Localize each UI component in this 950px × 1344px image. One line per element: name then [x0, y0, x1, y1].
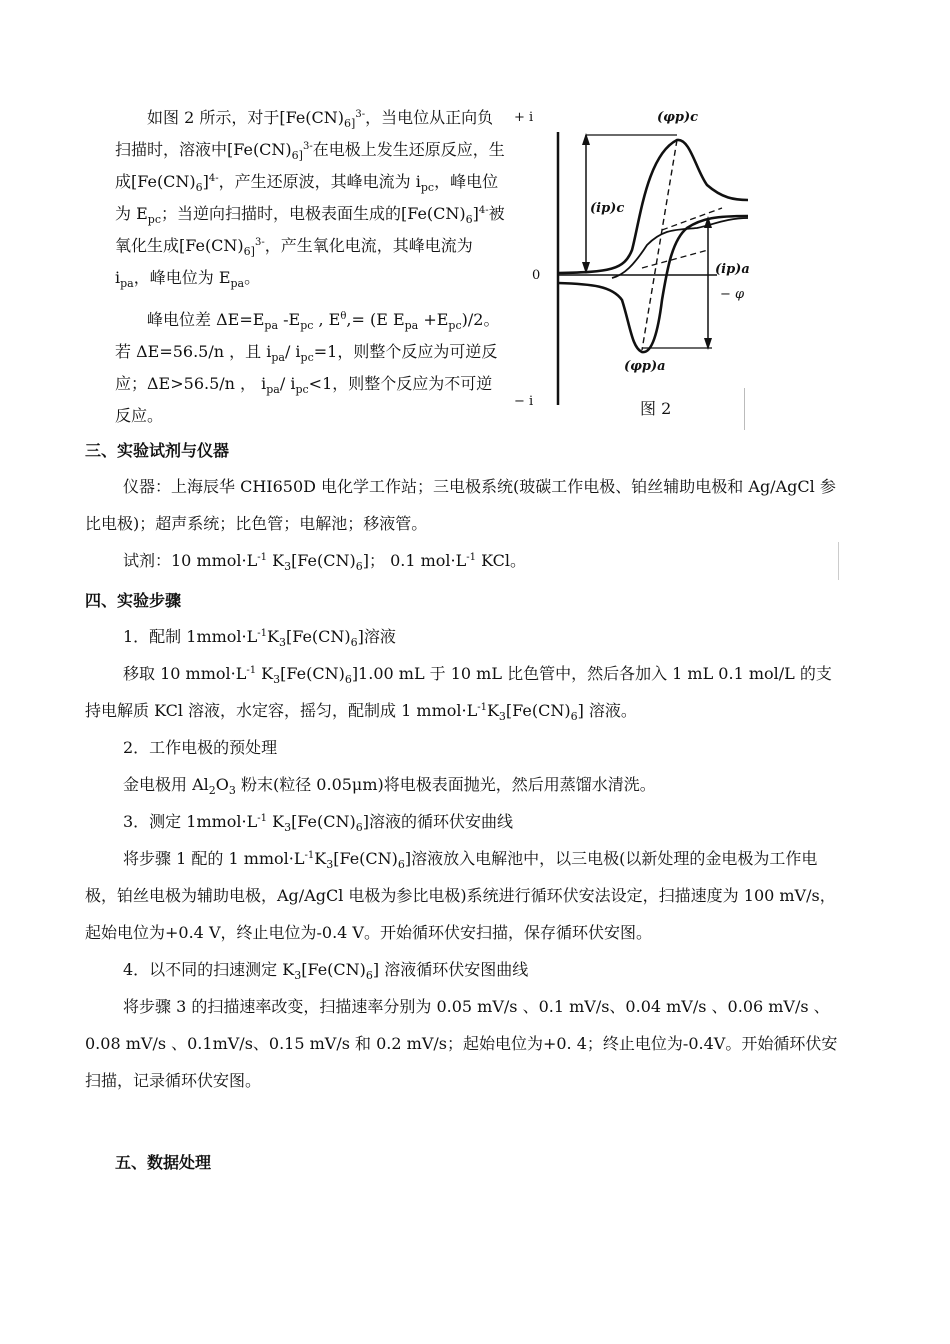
intro-paragraph-1 — [115, 102, 507, 294]
text-run: K — [314, 849, 327, 868]
subscript: 3 — [326, 858, 334, 871]
step-2-title: 2．工作电极的预处理 — [123, 738, 278, 757]
subscript: 6] — [291, 149, 303, 162]
intro-text — [115, 102, 507, 432]
superscript: -1 — [304, 850, 315, 861]
text-run: ，产生氧化电流，其峰电流为 i — [115, 236, 473, 287]
text-run: ]； 0.1 mol·L — [362, 551, 467, 570]
subscript: pa — [266, 383, 280, 396]
text-run: [Fe(CN) — [301, 960, 366, 979]
superscript: -1 — [257, 628, 268, 639]
text-run: -E — [278, 310, 301, 329]
subscript: 6 — [397, 858, 405, 871]
subscript: 6 — [195, 181, 203, 194]
axis-label-minus-phi: − φ — [720, 287, 745, 302]
subscript: 6 — [350, 636, 358, 649]
text-run: ] — [202, 172, 209, 191]
text-run: 粉末(粒径 0.05μm)将电极表面抛光，然后用蒸馏水清洗。 — [235, 775, 656, 794]
text-run: K — [267, 627, 279, 646]
text-run: ,= (E E — [346, 310, 405, 329]
subscript: 3 — [278, 636, 286, 649]
figure-divider — [744, 388, 745, 430]
text-run: [Fe(CN) — [280, 664, 345, 683]
instruments-paragraph: 仪器：上海辰华 CHI650D 电化学工作站；三电极系统(玻碳工作电极、铂丝辅助电极和 Ag/AgCl 参比电极)；超声系统；比色管；电解池；移液管。 — [85, 477, 836, 533]
subscript: pc — [448, 319, 462, 332]
superscript: -1 — [466, 552, 476, 563]
superscript: 3- — [302, 141, 313, 152]
axis-label-zero: 0 — [532, 268, 541, 283]
subscript: pc — [295, 383, 309, 396]
subscript: 6] — [344, 117, 356, 130]
text-run: ，当电位从正向负扫描时，溶液中[Fe(CN) — [115, 108, 494, 159]
axis-label-plus-i: + i — [514, 110, 534, 125]
margin-rule — [838, 542, 839, 580]
text-run: )/2。若 ΔE=56.5/n ，且 i — [115, 310, 500, 361]
subscript: 3 — [498, 710, 506, 723]
text-run: [Fe(CN) — [505, 701, 571, 720]
subscript: 6 — [570, 710, 578, 723]
text-run: <1，则整个反应为不可逆反应。 — [115, 374, 493, 425]
cv-diagram — [512, 100, 752, 430]
subscript: pa — [271, 351, 285, 364]
text-run: / i — [279, 374, 296, 393]
label-ip-c: (ip)c — [590, 201, 625, 216]
label-ip-a: (ip)a — [715, 262, 750, 277]
section-4-heading: 四、实验步骤 — [85, 591, 182, 610]
superscript: -1 — [477, 702, 487, 713]
text-run: 试剂：10 mmol·L — [123, 551, 258, 570]
cv-diagram-svg — [512, 100, 752, 430]
text-run: 4．以不同的扫速测定 K — [123, 960, 295, 979]
subscript: 3 — [284, 821, 292, 834]
text-run: KCl。 — [475, 551, 526, 570]
superscript: θ — [340, 311, 347, 322]
text-run: 如图 2 所示，对于[Fe(CN) — [147, 108, 345, 127]
subscript: pc — [147, 213, 161, 226]
superscript: -1 — [257, 552, 268, 563]
text-run: K — [256, 664, 274, 683]
subscript: 6 — [344, 673, 352, 686]
text-run: ]1.00 mL 于 10 mL 比色管中，然后各加入 1 mL 0.1 mol/L 的支持电解质 KCl 溶液，水定容，摇匀，配制成 1 mmol·L — [85, 664, 832, 720]
text-run: ]溶液放入电解池中，以三电极(以新处理的金电极为工作电极，铂丝电极为辅助电极，Ag/AgCl 电极为参比电极)系统进行循环伏安法设定，扫描速度为 100 mV/s，起始电位为+0.4 V，终止电位为-0.4 V。开始循环伏安扫描，保存循环伏安图。 — [85, 849, 836, 942]
axis-label-minus-i: − i — [514, 394, 534, 409]
superscript: -1 — [246, 665, 257, 676]
text-run: K — [486, 701, 499, 720]
text-run: ，峰电位为 E — [133, 268, 231, 287]
subscript: pa — [404, 319, 419, 332]
text-run: , E — [313, 310, 341, 329]
step-1-title — [85, 618, 840, 655]
text-run: ] — [472, 204, 479, 223]
subscript: 6 — [355, 821, 363, 834]
text-run: 金电极用 Al — [123, 775, 209, 794]
text-run: =1，则整个反应为可逆反应；ΔE>56.5/n ， i — [115, 342, 498, 393]
subscript: pa — [120, 277, 134, 290]
text-run: 将步骤 1 配的 1 mmol·L — [123, 849, 305, 868]
figure-caption: 图 2 — [640, 399, 672, 418]
text-run: 峰电位差 ΔE=E — [147, 310, 265, 329]
text-run: 。 — [244, 268, 261, 287]
intro-paragraph-2 — [115, 304, 507, 432]
subscript: 3 — [273, 673, 281, 686]
section-4-body — [85, 618, 840, 1099]
label-phi-a: (φp)a — [624, 359, 666, 374]
dashed-baseline-c — [642, 250, 708, 268]
step-3-body — [85, 840, 840, 951]
superscript: 3- — [355, 109, 366, 120]
section-3-heading: 三、实验试剂与仪器 — [85, 441, 230, 460]
text-run: / i — [284, 342, 301, 361]
superscript: -1 — [257, 813, 268, 824]
subscript: 3 — [228, 784, 236, 797]
subscript: pa — [230, 277, 245, 290]
subscript: pc — [300, 351, 314, 364]
step-3-title — [85, 803, 840, 840]
text-run: ；当逆向扫描时，电极表面生成的[Fe(CN) — [160, 204, 466, 223]
subscript: 3 — [284, 560, 292, 573]
subscript: 6 — [355, 560, 363, 573]
step-4-title — [85, 951, 840, 988]
subscript: 3 — [294, 969, 302, 982]
step-2-body — [85, 766, 840, 803]
section-5-heading: 五、数据处理 — [115, 1153, 212, 1172]
text-run: [Fe(CN) — [291, 812, 356, 831]
subscript: 6 — [465, 213, 473, 226]
text-run: ] 溶液。 — [577, 701, 637, 720]
step-4-body: 将步骤 3 的扫描速率改变，扫描速率分别为 0.05 mV/s 、0.1 mV/s、0.04 mV/s 、0.06 mV/s 、0.08 mV/s 、0.1mV/s、0.15 mV/s 和 0.2 mV/s；起始电位为+0. 4；终止电位为-0.4V。开始循环伏安扫描，记录循环伏安图。 — [85, 997, 838, 1090]
text-run: [Fe(CN) — [291, 551, 356, 570]
subscript: pc — [420, 181, 435, 194]
text-run: [Fe(CN) — [285, 627, 351, 646]
text-run: O — [215, 775, 229, 794]
text-run: ，产生还原波，其峰电流为 i — [218, 172, 421, 191]
text-run: +E — [418, 310, 449, 329]
step-1-body — [85, 655, 840, 729]
subscript: pc — [300, 319, 314, 332]
subscript: 2 — [208, 784, 216, 797]
subscript: pa — [264, 319, 279, 332]
reagents-paragraph — [85, 542, 840, 579]
superscript: 4- — [478, 205, 489, 216]
text-run: 3．测定 1mmol·L — [123, 812, 258, 831]
section-3-body — [85, 468, 840, 579]
subscript: 6 — [365, 969, 373, 982]
text-run: 被氧化生成[Fe(CN) — [115, 204, 505, 255]
text-run: K — [267, 812, 285, 831]
text-run: ]溶液的循环伏安曲线 — [362, 812, 513, 831]
superscript: 4- — [208, 173, 219, 184]
text-run: ] 溶液循环伏安图曲线 — [372, 960, 529, 979]
text-run: 移取 10 mmol·L — [123, 664, 247, 683]
text-run: ，峰电位为 E — [115, 172, 499, 223]
text-run: [Fe(CN) — [333, 849, 398, 868]
subscript: 6] — [243, 245, 255, 258]
text-run: 在电极上发生还原反应，生成[Fe(CN) — [115, 140, 505, 191]
label-phi-c: (φp)c — [657, 110, 699, 125]
text-run: ]溶液 — [357, 627, 396, 646]
superscript: 3- — [254, 237, 265, 248]
text-run: 1．配制 1mmol·L — [123, 627, 258, 646]
text-run: K — [267, 551, 285, 570]
